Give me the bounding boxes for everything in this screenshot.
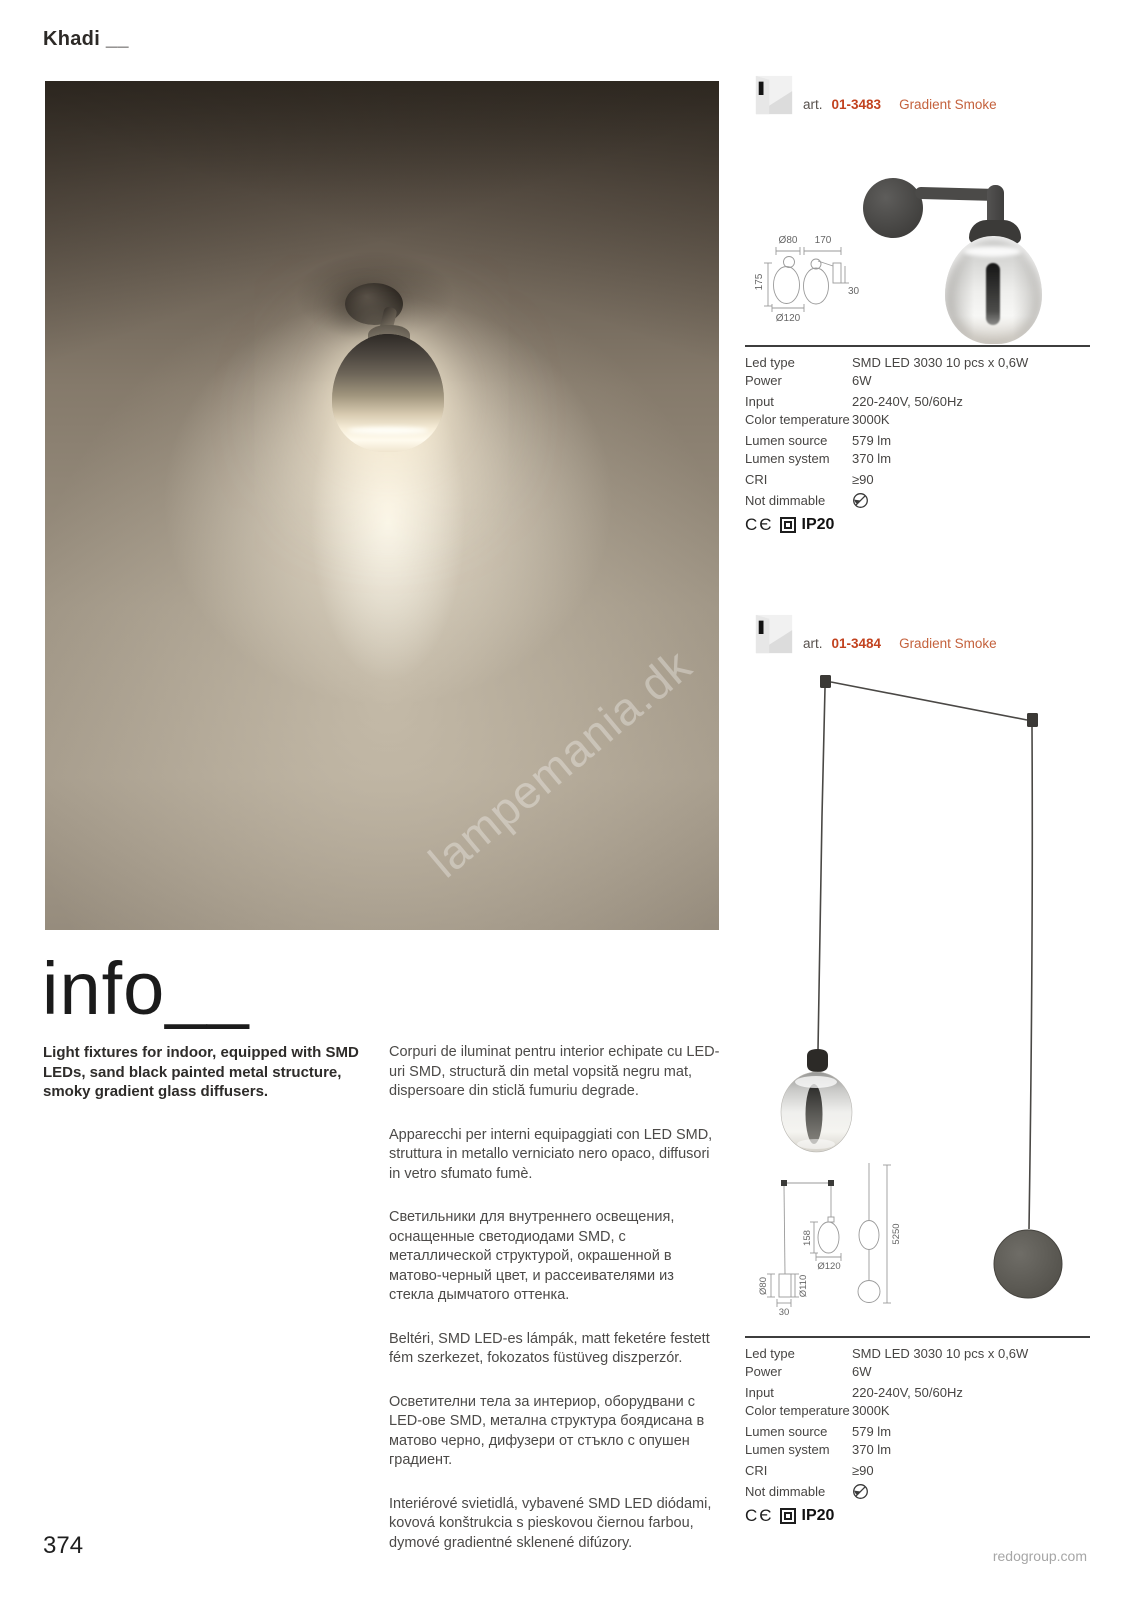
spec-value: 6W bbox=[852, 372, 872, 388]
spec-value: 6W bbox=[852, 1363, 872, 1379]
plug-disc bbox=[994, 1230, 1062, 1298]
power-cable bbox=[818, 682, 1032, 1229]
description-slovak: Interiérové svietidlá, vybavené SMD LED diódami, kovová konštrukcia s pieskovou čiernou farbou, dymové gradientné sklenené difúzory. bbox=[389, 1495, 712, 1551]
dim-label: Ø80 bbox=[778, 235, 798, 246]
ip-rating: IP20 bbox=[801, 515, 835, 533]
certifications bbox=[745, 516, 1090, 534]
spec-row bbox=[745, 1423, 1090, 1441]
spec-table bbox=[745, 345, 1090, 534]
not-dimmable-icon bbox=[852, 1483, 869, 1500]
description-english: Light fixtures for indoor, equipped with SMD LEDs, sand black painted metal structure, smoky gradient glass diffusers. bbox=[43, 1044, 359, 1100]
dim-label: Ø80 bbox=[758, 1277, 769, 1295]
article-line bbox=[803, 636, 997, 651]
spec-row bbox=[745, 393, 1090, 411]
dim-label: Ø110 bbox=[798, 1274, 809, 1298]
wall-plate bbox=[863, 178, 923, 238]
dim-label: 175 bbox=[754, 273, 765, 291]
spec-row bbox=[745, 1384, 1090, 1402]
spec-value: 370 lm bbox=[852, 450, 892, 466]
spec-label: Power bbox=[745, 1363, 782, 1379]
spec-row bbox=[745, 1462, 1090, 1480]
shade-reflection-stripe bbox=[806, 1084, 823, 1144]
spec-row bbox=[745, 432, 1090, 450]
finish-name: Gradient Smoke bbox=[899, 97, 997, 112]
spec-row-not-dimmable bbox=[745, 1482, 1090, 1502]
double-insulation-icon bbox=[780, 1508, 796, 1524]
spec-label: Lumen system bbox=[745, 450, 830, 466]
spec-label: Not dimmable bbox=[745, 1483, 826, 1499]
spec-value: 579 lm bbox=[852, 433, 892, 448]
spec-label: Input bbox=[745, 394, 774, 409]
spec-value: 220-240V, 50/60Hz bbox=[852, 1385, 963, 1400]
divider bbox=[745, 1336, 1090, 1338]
description-column bbox=[389, 1043, 721, 1577]
art-label: art. bbox=[803, 636, 823, 651]
spec-label: Lumen source bbox=[745, 433, 828, 448]
wall-lamp-glass-diffuser bbox=[332, 334, 444, 452]
spec-label: Not dimmable bbox=[745, 492, 826, 508]
photo-watermark: lampemania.dk bbox=[418, 638, 702, 888]
spec-row-not-dimmable bbox=[745, 491, 1090, 511]
page-number: 374 bbox=[43, 1532, 84, 1559]
glass-shade bbox=[945, 236, 1042, 344]
dim-label: 158 bbox=[802, 1230, 813, 1246]
art-number: 01-3484 bbox=[831, 636, 882, 651]
ceiling-hook bbox=[1027, 713, 1038, 727]
spec-label: Led type bbox=[745, 1346, 795, 1361]
spec-value: 220-240V, 50/60Hz bbox=[852, 394, 963, 409]
spec-label: Input bbox=[745, 1385, 774, 1400]
wall-mount-icon bbox=[753, 73, 795, 117]
dim-label: 170 bbox=[814, 235, 832, 246]
description-romanian: Corpuri de iluminat pentru interior echipate cu LED-uri SMD, structură din metal vopsită negru mat, dispersoare din sticlă fumuriu degrade. bbox=[389, 1044, 720, 1099]
spec-label: CRI bbox=[745, 1463, 768, 1478]
art-number: 01-3483 bbox=[831, 97, 882, 112]
double-insulation-icon bbox=[780, 517, 796, 533]
info-heading: info__ bbox=[42, 947, 250, 1030]
spec-value: ≥90 bbox=[852, 472, 874, 487]
dim-label: Ø120 bbox=[817, 1261, 841, 1272]
spec-table bbox=[745, 1336, 1090, 1525]
spec-label: Lumen source bbox=[745, 1424, 828, 1439]
spec-label: Color temperature bbox=[745, 1402, 850, 1418]
spec-row bbox=[745, 1345, 1090, 1363]
spec-row bbox=[745, 1363, 1090, 1381]
description-bulgarian: Осветителни тела за интериор, оборудвани с LED-ове SMD, метална структура боядисана в матово черно, дифузери от стъкло с опушен градиент. bbox=[389, 1393, 705, 1468]
spec-row bbox=[745, 354, 1090, 372]
dimension-drawing-wall-lamp bbox=[738, 230, 913, 325]
spec-label: Power bbox=[745, 372, 782, 388]
ip-rating: IP20 bbox=[801, 1506, 835, 1524]
ce-mark: CЄ bbox=[745, 514, 774, 534]
spec-value: SMD LED 3030 10 pcs x 0,6W bbox=[852, 1346, 1029, 1361]
spec-row bbox=[745, 372, 1090, 390]
shade-reflection-stripe bbox=[986, 263, 1001, 325]
not-dimmable-icon bbox=[852, 492, 869, 509]
shade-highlight bbox=[964, 246, 1020, 257]
description-russian: Светильники для внутреннего освещения, оснащенные светодиодами SMD, с металлической структурой, окрашенной в матово-черный цвет, и рассеивателями из стекла дымчатого оттенка. bbox=[389, 1209, 675, 1303]
shade-highlight bbox=[795, 1076, 837, 1088]
spec-row bbox=[745, 471, 1090, 489]
shade-cap bbox=[807, 1049, 828, 1072]
spec-label: Color temperature bbox=[745, 411, 850, 427]
dim-label: 30 bbox=[778, 1307, 790, 1317]
description-italian: Apparecchi per interni equipaggiati con LED SMD, struttura in metallo verniciato nero opaco, diffusori in vetro sfumato fumè. bbox=[389, 1126, 713, 1182]
wall-mount-icon bbox=[753, 612, 795, 656]
finish-name: Gradient Smoke bbox=[899, 636, 997, 651]
shade-glow bbox=[797, 1139, 835, 1149]
art-label: art. bbox=[803, 97, 823, 112]
dimension-drawing-pendant bbox=[738, 1155, 913, 1317]
spec-value: 370 lm bbox=[852, 1441, 892, 1457]
article-line bbox=[803, 97, 997, 112]
certifications bbox=[745, 1507, 1090, 1525]
website-link[interactable]: redogroup.com bbox=[992, 1548, 1087, 1564]
spec-row bbox=[745, 1402, 1090, 1420]
spec-label: CRI bbox=[745, 472, 768, 487]
spec-value: SMD LED 3030 10 pcs x 0,6W bbox=[852, 355, 1029, 370]
spec-value: 579 lm bbox=[852, 1424, 892, 1439]
dim-label: Ø120 bbox=[775, 313, 801, 324]
spec-row bbox=[745, 1441, 1090, 1459]
ce-mark: CЄ bbox=[745, 1505, 774, 1525]
spec-label: Lumen system bbox=[745, 1441, 830, 1457]
spec-value: 3000K bbox=[852, 1402, 890, 1418]
spec-label: Led type bbox=[745, 355, 795, 370]
description-hungarian: Beltéri, SMD LED-es lámpák, matt feketére festett fém szerkezet, fokozatos füstüveg diszperzór. bbox=[389, 1330, 710, 1366]
page-title: Khadi __ bbox=[43, 28, 129, 50]
spec-row bbox=[745, 411, 1090, 429]
dim-label: 30 bbox=[848, 286, 860, 297]
hero-photo bbox=[45, 81, 719, 930]
divider bbox=[745, 345, 1090, 347]
spec-row bbox=[745, 450, 1090, 468]
dim-label: 5250 bbox=[891, 1223, 902, 1245]
ceiling-hook bbox=[820, 675, 831, 688]
spec-value: 3000K bbox=[852, 411, 890, 427]
spec-value: ≥90 bbox=[852, 1463, 874, 1478]
